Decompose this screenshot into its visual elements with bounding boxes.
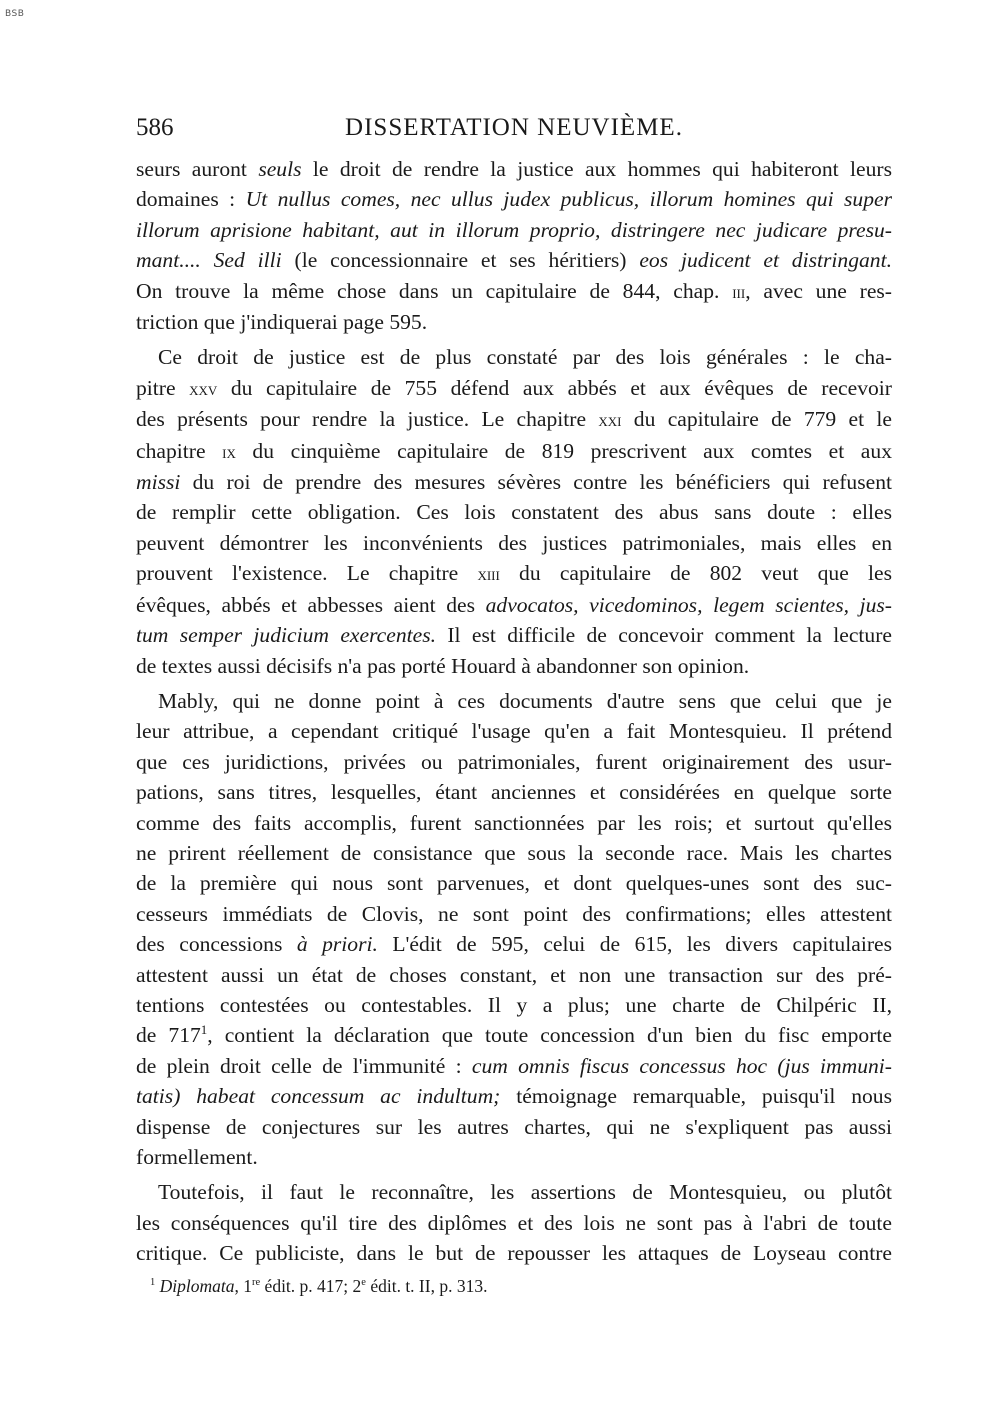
text-line <box>136 838 892 868</box>
italic-text: Ut nullus comes, nec ullus judex publicus, illorum homines qui super <box>245 187 892 212</box>
text-segment: peuvent démontrer les inconvénients des justices patrimoniales, mais elles en <box>136 530 892 555</box>
text-segment: L'édit de 595, celui de 615, les divers capitulaires <box>377 932 892 957</box>
text-line <box>136 1081 892 1111</box>
text-segment: formellement. <box>136 1145 258 1169</box>
page <box>136 106 892 1299</box>
superscript: e <box>361 1276 366 1288</box>
text-segment: des présents pour rendre la justice. Le chapitre <box>136 407 599 432</box>
text-segment: tentions contestées ou contestables. Il y a plus; une charte de Chilpéric II, <box>136 992 892 1017</box>
text-segment: du capitulaire de 802 veut que les <box>499 561 892 586</box>
text-segment: les conséquences qu'il tire des diplômes et des lois ne sont pas à l'abri de toute <box>136 1210 892 1235</box>
text-segment: du roi de prendre des mesures sévères contre les bénéficiers qui refusent <box>180 470 892 495</box>
italic-text: missi <box>136 470 181 495</box>
text-segment: xxv <box>189 378 218 399</box>
text-segment: cesseurs immédiats de Clovis, ne sont point des confirmations; elles attestent <box>136 901 892 926</box>
text-line <box>136 245 892 275</box>
text-line <box>136 1142 892 1172</box>
body-text <box>136 154 892 1269</box>
text-segment: de 717 <box>136 1023 201 1048</box>
text-segment: que ces juridictions, privées ou patrimoniales, furent originairement des usur- <box>136 749 892 774</box>
text-segment: édit. p. 417; 2 <box>260 1275 362 1296</box>
text-line <box>136 929 892 959</box>
text-line <box>136 1112 892 1142</box>
text-segment: , avec une res- <box>745 278 892 303</box>
text-segment: de remplir cette obligation. Ces lois constatent des abus sans doute : elles <box>136 500 892 525</box>
italic-text: eos judicent et distringant. <box>639 248 892 273</box>
text-line <box>136 651 892 681</box>
text-segment: seurs auront <box>136 157 259 181</box>
text-segment: de la première qui nous sont parvenues, et dont quelques-unes sont des suc- <box>136 871 892 896</box>
text-line <box>136 528 892 558</box>
running-header <box>136 106 892 154</box>
italic-text: seuls <box>258 157 302 181</box>
text-segment: comme des faits accomplis, furent sanctionnées par les rois; et surtout qu'elles <box>136 810 892 835</box>
text-line <box>136 590 892 620</box>
text-segment: évêques, abbés et abbesses aient des <box>136 592 486 617</box>
text-line <box>136 620 892 650</box>
text-line <box>136 373 892 404</box>
superscript: 1 <box>150 1276 156 1288</box>
text-segment: , 1 <box>234 1275 252 1296</box>
text-line <box>136 558 892 589</box>
text-line <box>136 747 892 777</box>
text-segment: des concessions <box>136 932 297 957</box>
text-line <box>136 184 892 214</box>
text-line <box>136 342 892 372</box>
text-segment: critique. Ce publiciste, dans le but de repousser les attaques de Loyseau contre <box>136 1241 892 1266</box>
text-segment: le droit de rendre la justice aux hommes qui habiteront leurs <box>301 157 892 181</box>
text-segment: attestent aussi un état de choses constant, et non une transaction sur des pré- <box>136 962 892 987</box>
text-segment: ne prirent réellement de consistance que sous la seconde race. Mais les chartes <box>136 840 892 865</box>
text-line <box>136 899 892 929</box>
text-segment: Ce droit de justice est de plus constaté par des lois générales : le cha- <box>158 345 892 370</box>
text-line <box>136 1208 892 1238</box>
italic-text: cum omnis fiscus concessus hoc (jus immuni- <box>471 1053 892 1078</box>
text-segment: , contient la déclaration que toute concession d'un bien du fisc emporte <box>207 1023 892 1048</box>
text-segment: xiii <box>477 564 500 585</box>
text-segment: du cinquième capitulaire de 819 prescrivent aux comtes et aux <box>235 438 892 463</box>
text-line <box>136 868 892 898</box>
text-segment: pations, sans titres, lesquelles, étant anciennes et considérées en quelque sorte <box>136 780 892 805</box>
text-segment: édit. t. II, p. 313. <box>365 1275 488 1296</box>
footnote <box>136 1273 892 1299</box>
text-line <box>136 1020 892 1050</box>
text-segment: leur attribue, a cependant critiqué l'usage qu'en a fait Montesquieu. Il prétend <box>136 719 892 744</box>
text-segment: domaines : <box>136 187 246 212</box>
text-segment: xxi <box>598 410 622 431</box>
italic-text: à priori. <box>296 932 378 957</box>
text-segment: pitre <box>136 375 190 400</box>
text-line <box>136 960 892 990</box>
superscript: 1 <box>200 1022 208 1038</box>
italic-text: mant.... Sed illi <box>136 248 282 273</box>
italic-text: tum semper judicium exercentes. <box>136 623 437 648</box>
text-segment: Il est difficile de concevoir comment la lecture <box>436 623 892 648</box>
text-line <box>136 716 892 746</box>
text-line <box>136 1238 892 1268</box>
italic-text: tatis) habeat concessum ac indultum; <box>136 1084 501 1109</box>
text-segment: dispense de conjectures sur les autres chartes, qui ne s'expliquent pas aussi <box>136 1114 892 1139</box>
text-line <box>136 154 892 184</box>
text-line <box>136 1051 892 1081</box>
text-line <box>136 307 892 337</box>
italic-text: Diplomata <box>159 1275 235 1296</box>
text-segment: (le concessionnaire et ses héritiers) <box>281 248 640 273</box>
text-line <box>136 686 892 716</box>
text-segment: triction que j'indiquerai page 595. <box>136 310 428 335</box>
text-line <box>136 215 892 245</box>
text-line <box>136 497 892 527</box>
text-line <box>136 467 892 497</box>
text-line <box>136 808 892 838</box>
running-title: DISSERTATION NEUVIÈME. <box>345 114 683 141</box>
superscript: re <box>252 1276 261 1288</box>
text-line <box>136 777 892 807</box>
text-line <box>136 990 892 1020</box>
text-line <box>136 276 892 307</box>
text-segment: Mably, qui ne donne point à ces documents d'autre sens que celui que je <box>158 688 892 713</box>
text-segment: On trouve la même chose dans un capitulaire de 844, chap. <box>136 278 733 303</box>
text-segment: du capitulaire de 779 et le <box>621 407 892 432</box>
text-line <box>136 436 892 467</box>
text-segment: Toutefois, il faut le reconnaître, les assertions de Montesquieu, ou plutôt <box>158 1180 892 1205</box>
library-mark: BSB <box>5 9 25 19</box>
italic-text: illorum aprisione habitant, aut in illorum proprio, distringere nec judicare presu- <box>136 217 892 242</box>
italic-text: advocatos, vicedominos, legem scientes, jus- <box>485 592 892 617</box>
text-segment: du capitulaire de 755 défend aux abbés et aux évêques de recevoir <box>217 375 892 400</box>
text-segment: de plein droit celle de l'immunité : <box>136 1053 472 1078</box>
page-number: 586 <box>136 114 174 141</box>
text-line <box>136 1177 892 1207</box>
text-segment: prouvent l'existence. Le chapitre <box>136 561 478 586</box>
text-line <box>136 404 892 435</box>
text-segment: chapitre <box>136 438 223 463</box>
text-segment: iii <box>732 281 746 302</box>
text-segment: témoignage remarquable, puisqu'il nous <box>500 1084 892 1109</box>
text-segment: de textes aussi décisifs n'a pas porté Houard à abandonner son opinion. <box>136 653 750 678</box>
text-segment: ix <box>222 441 236 462</box>
